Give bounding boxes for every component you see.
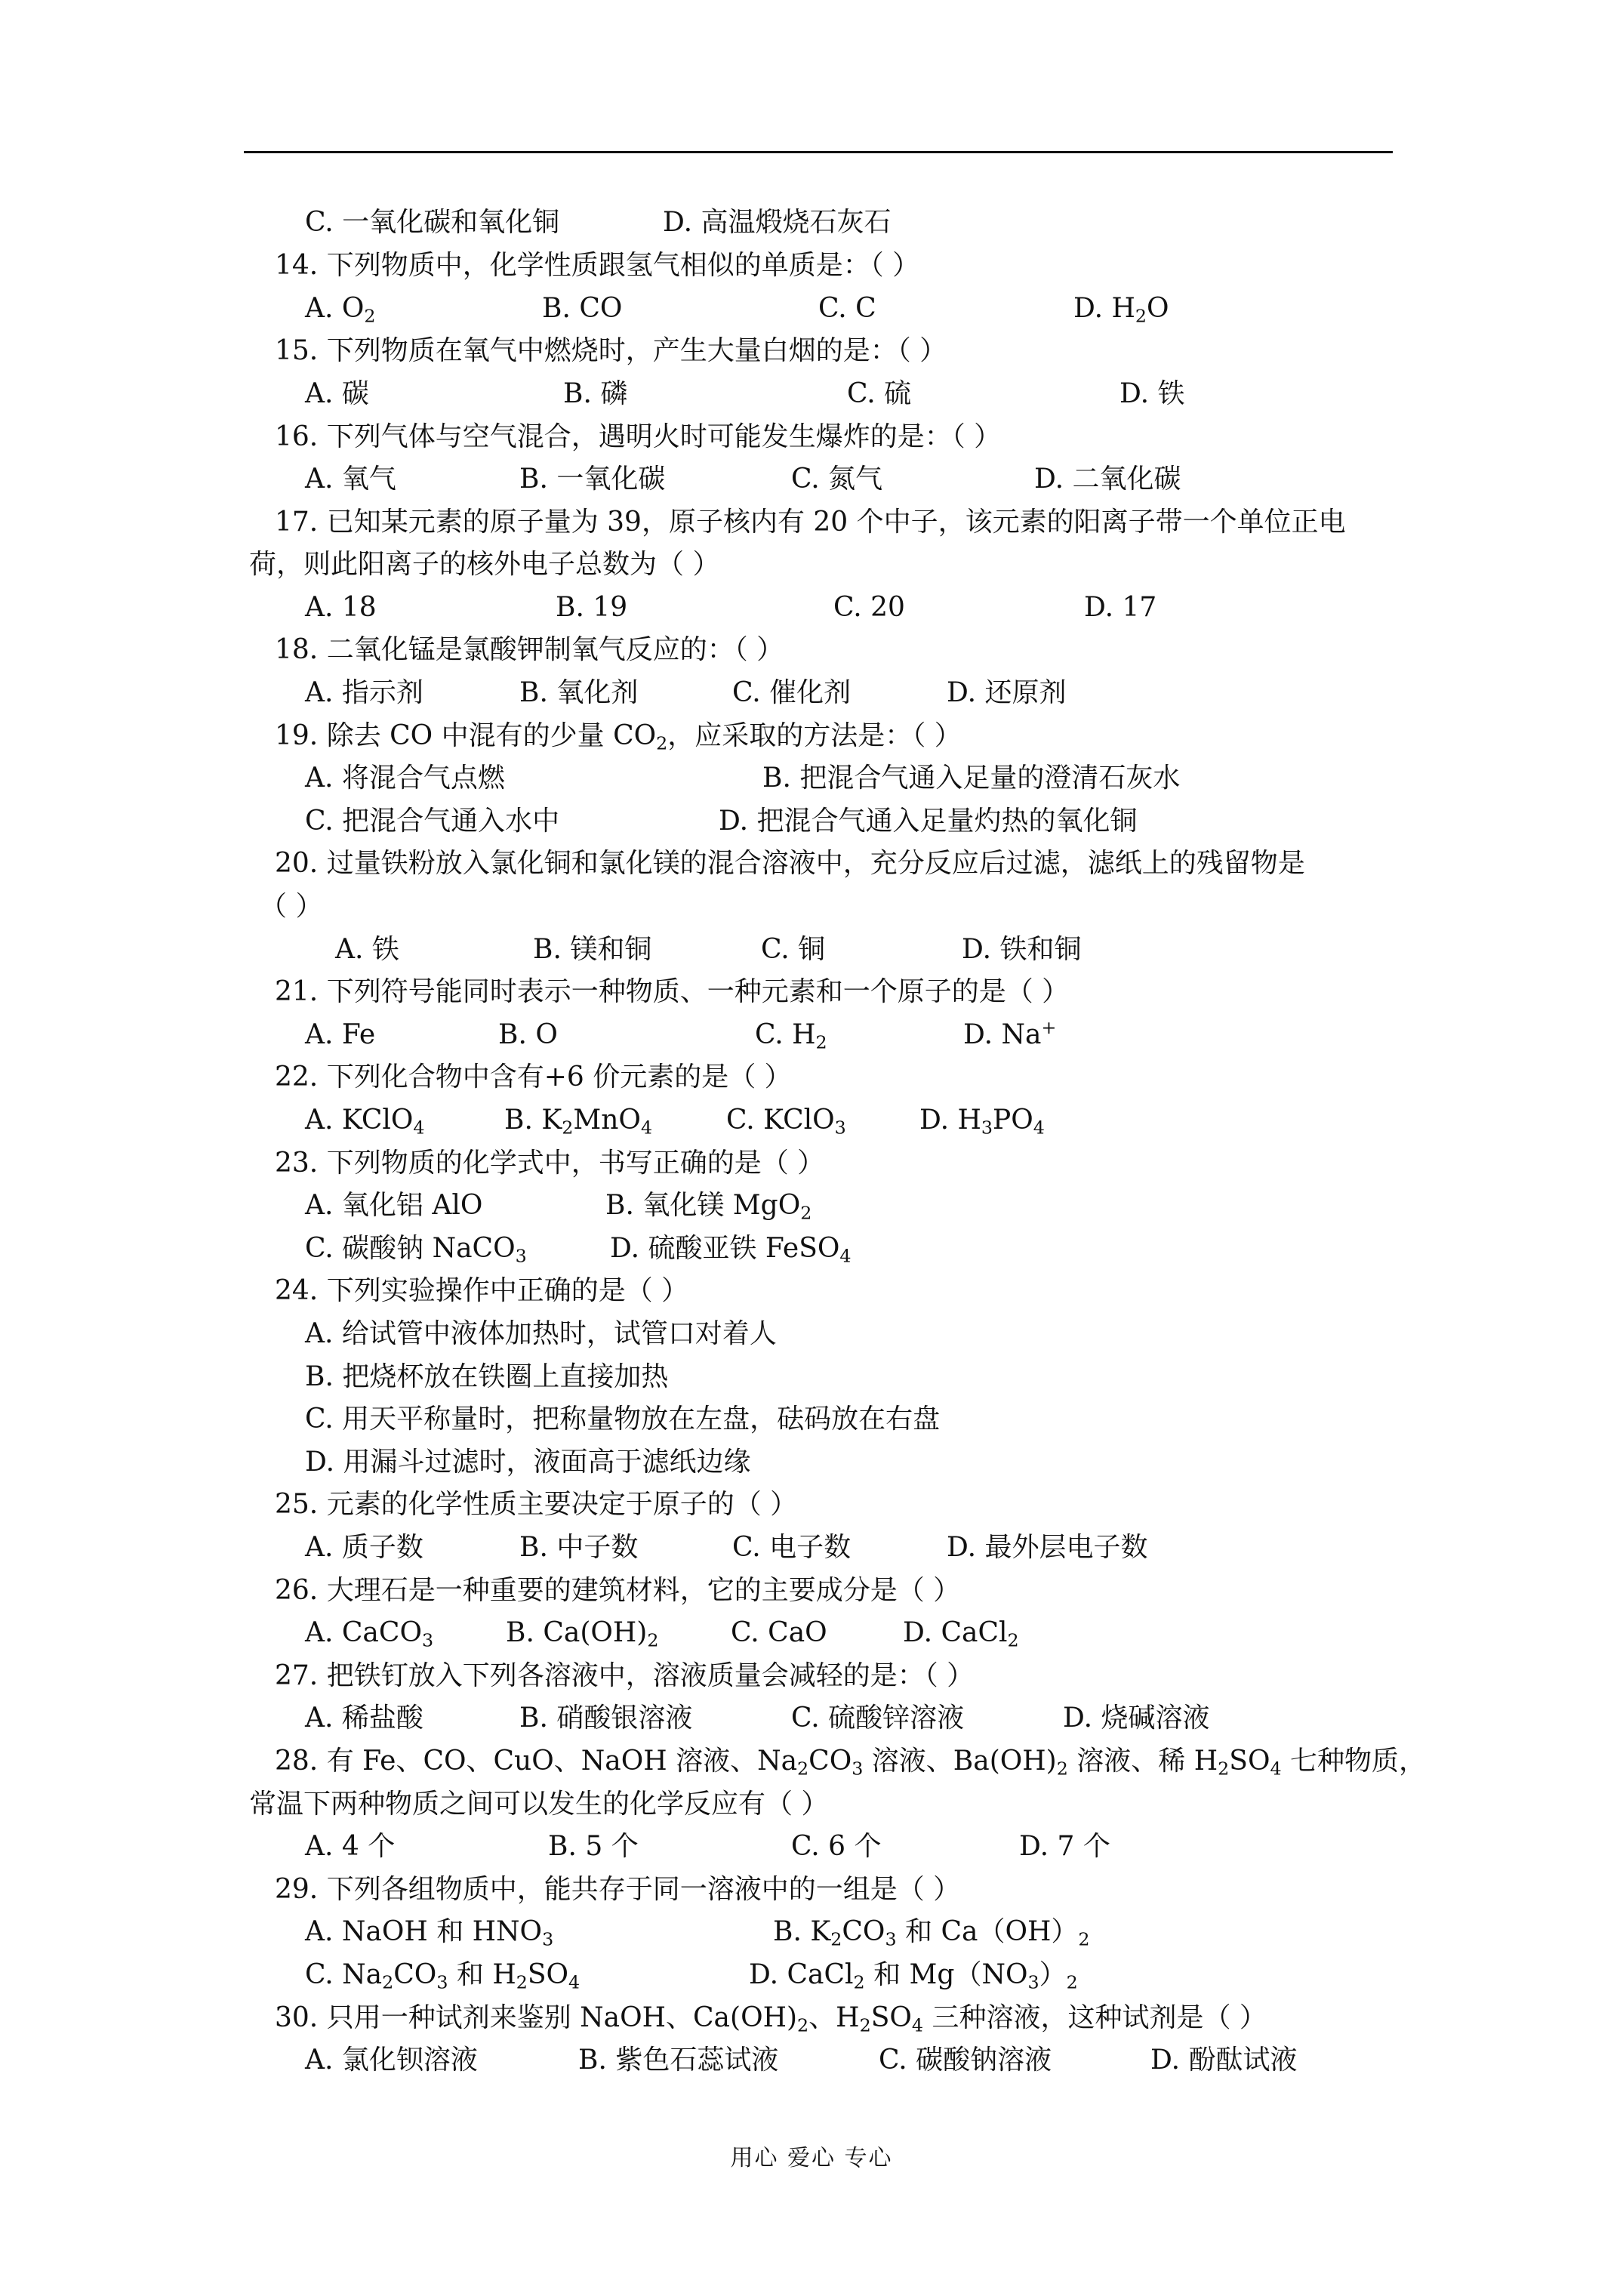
text-line: [0, 890, 1623, 923]
answer-option: A. 氧化铝 AlO: [305, 1190, 483, 1221]
answer-option: A. 质子数: [305, 1532, 423, 1563]
text-line: [0, 1788, 1623, 1821]
text-line: [0, 1189, 1623, 1222]
answer-option: A. $O_2$: [305, 293, 376, 327]
text-line: [0, 206, 1623, 239]
answer-option: C. 一氧化碳和氧化铜: [305, 207, 560, 238]
text-segment: （ ）: [260, 891, 323, 922]
text-segment: B. 把烧杯放在铁圈上直接加热: [305, 1361, 669, 1392]
text-segment: 常温下两种物质之间可以发生的化学反应有（ ）: [249, 1789, 829, 1820]
question-stem: 15. 下列物质在氧气中燃烧时，产生大量白烟的是：（ ）: [275, 335, 947, 366]
text-line: [0, 1574, 1623, 1607]
text-line: [0, 1702, 1623, 1735]
answer-option: B. 镁和铜: [533, 934, 652, 965]
page-footer: 用心 爱心 专心: [730, 2145, 893, 2171]
answer-option: C. C: [818, 293, 876, 324]
answer-option: D. 烧碱溶液: [1063, 1703, 1210, 1734]
text-line: [0, 463, 1623, 496]
answer-option: D. Na+: [963, 1016, 1057, 1050]
question-stem: 22. 下列化合物中含有+6 价元素的是（ ）: [275, 1062, 792, 1093]
text-line: [0, 506, 1623, 539]
text-line: [0, 975, 1623, 1009]
answer-option: A. Fe: [305, 1019, 376, 1050]
answer-option: B. 氧化镁 MgO$_2$: [605, 1190, 812, 1224]
question-stem: 21. 下列符号能同时表示一种物质、一种元素和一个原子的是（ ）: [275, 976, 1070, 1007]
answer-option: A. 将混合气点燃: [305, 763, 505, 794]
question-stem: 14. 下列物质中，化学性质跟氢气相似的单质是：（ ）: [275, 250, 920, 281]
answer-option: C. CaO: [731, 1617, 827, 1648]
text-line: [0, 1531, 1623, 1564]
answer-option: D. 酚酞试液: [1150, 2045, 1298, 2076]
question-stem: 29. 下列各组物质中，能共存于同一溶液中的一组是（ ）: [275, 1874, 961, 1905]
text-line: [0, 1873, 1623, 1906]
answer-option: C. 20: [833, 592, 905, 623]
question-stem: 24. 下列实验操作中正确的是（ ）: [275, 1275, 689, 1306]
question-stem: 26. 大理石是一种重要的建筑材料，它的主要成分是（ ）: [275, 1575, 961, 1606]
text-line: [0, 1104, 1623, 1137]
answer-option: A. 指示剂: [305, 677, 423, 708]
answer-option: D. $H_3PO_4$: [919, 1105, 1045, 1139]
question-stem: 28. 有 Fe、CO、CuO、NaOH 溶液、$Na_2CO_3$ 溶液、$Ba(OH)_2$ 溶液、稀 $H_2SO_4$ 七种物质，: [275, 1746, 1427, 1780]
answer-option: C. KClO$_3$: [726, 1105, 846, 1139]
question-stem: 25. 元素的化学性质主要决定于原子的（ ）: [275, 1489, 798, 1520]
answer-option: B. 硝酸银溶液: [519, 1703, 693, 1734]
question-stem: 16. 下列气体与空气混合，遇明火时可能发生爆炸的是：（ ）: [275, 421, 1002, 452]
answer-option: C. $H_2$: [755, 1019, 827, 1053]
text-line: [0, 805, 1623, 838]
question-stem: 19. 除去 CO 中混有的少量 $CO_2$，应采取的方法是：（ ）: [275, 720, 962, 754]
text-line: [0, 933, 1623, 966]
answer-option: B. $Ca(OH)_2$: [506, 1617, 659, 1651]
answer-option: B. 氧化剂: [519, 677, 639, 708]
answer-option: A. 氧气: [305, 464, 396, 495]
answer-option: B. 5 个: [548, 1831, 639, 1862]
text-line: [0, 1660, 1623, 1693]
answer-option: D. 最外层电子数: [947, 1532, 1148, 1563]
answer-option: A. KClO$_4$: [305, 1105, 425, 1139]
text-line: [0, 847, 1623, 880]
answer-option: A. 稀盐酸: [305, 1703, 423, 1734]
answer-option: A. 18: [305, 592, 377, 623]
answer-option: B. $K_2CO_3$ 和 $Ca(OH)_2$: [773, 1916, 1090, 1950]
question-stem: 27. 把铁钉放入下列各溶液中，溶液质量会减轻的是：（ ）: [275, 1660, 975, 1691]
answer-option: B. 一氧化碳: [519, 464, 666, 495]
text-segment: D. 用漏斗过滤时，液面高于滤纸边缘: [305, 1447, 751, 1478]
answer-option: D. $H_2O$: [1073, 293, 1169, 327]
answer-option: D. 铁和铜: [962, 934, 1082, 965]
text-line: [0, 633, 1623, 667]
text-line: [0, 720, 1623, 753]
text-line: [0, 292, 1623, 325]
text-line: [0, 2044, 1623, 2077]
text-line: [0, 1016, 1623, 1053]
text-line: [0, 1446, 1623, 1479]
answer-option: A. NaOH 和 $HNO_3$: [305, 1916, 554, 1950]
text-line: [0, 1061, 1623, 1094]
answer-option: C. 氮气: [791, 464, 883, 495]
question-stem: 30. 只用一种试剂来鉴别 NaOH、$Ca(OH)_2$、$H_2SO_4$ 三种溶液，这种试剂是（ ）: [275, 2002, 1267, 2036]
text-segment: 荷，则此阳离子的核外电子总数为（ ）: [249, 549, 720, 580]
answer-option: D. 硫酸亚铁 FeSO$_4$: [610, 1233, 852, 1267]
answer-option: A. 碳: [305, 378, 369, 409]
text-segment: C. 用天平称量时，把称量物放在左盘，砝码放在右盘: [305, 1404, 941, 1435]
text-line: [0, 762, 1623, 795]
answer-option: C. 碳酸钠 NaCO$_3$: [305, 1233, 527, 1267]
question-stem: 18. 二氧化锰是氯酸钾制氧气反应的：（ ）: [275, 634, 784, 665]
text-line: [0, 1745, 1623, 1778]
answer-option: D. 17: [1084, 592, 1157, 623]
answer-option: B. 紫色石蕊试液: [578, 2045, 779, 2076]
text-line: [0, 1959, 1623, 1992]
answer-option: D. 把混合气通入足量灼热的氧化铜: [719, 806, 1138, 837]
text-line: [0, 1403, 1623, 1436]
answer-option: B. 把混合气通入足量的澄清石灰水: [762, 763, 1181, 794]
answer-option: D. CaCl$_2$ 和 $Mg(NO_3)_2$: [749, 1959, 1078, 1993]
answer-option: B. O: [498, 1019, 558, 1050]
answer-option: C. 6 个: [791, 1831, 882, 1862]
answer-option: D. 还原剂: [947, 677, 1067, 708]
answer-option: D. 7 个: [1019, 1831, 1110, 1862]
answer-option: A. 4 个: [305, 1831, 396, 1862]
question-stem: 20. 过量铁粉放入氯化铜和氯化镁的混合溶液中，充分反应后过滤，滤纸上的残留物是: [275, 848, 1305, 879]
text-line: [0, 591, 1623, 624]
answer-option: A. 氯化钡溶液: [305, 2045, 478, 2076]
answer-option: C. $Na_2CO_3$ 和 $H_2SO_4$: [305, 1959, 581, 1993]
question-stem: 23. 下列物质的化学式中，书写正确的是（ ）: [275, 1148, 825, 1179]
text-line: [0, 2002, 1623, 2035]
answer-option: C. 碳酸钠溶液: [879, 2045, 1052, 2076]
text-line: [0, 1915, 1623, 1949]
answer-option: C. 硫酸锌溶液: [791, 1703, 965, 1734]
text-line: [0, 334, 1623, 368]
text-line: [0, 548, 1623, 581]
answer-option: D. CaCl$_2$: [903, 1617, 1019, 1651]
answer-option: A. CaCO$_3$: [305, 1617, 434, 1651]
text-line: [0, 1274, 1623, 1308]
answer-option: B. $K_2MnO_4$: [504, 1105, 653, 1139]
answer-option: C. 把混合气通入水中: [305, 806, 560, 837]
text-line: [0, 1488, 1623, 1521]
answer-option: D. 铁: [1119, 378, 1185, 409]
text-line: [0, 1318, 1623, 1351]
answer-option: B. 磷: [563, 378, 628, 409]
answer-option: C. 电子数: [732, 1532, 852, 1563]
answer-option: B. 中子数: [519, 1532, 639, 1563]
text-line: [0, 676, 1623, 710]
answer-option: C. 铜: [761, 934, 826, 965]
text-line: [0, 378, 1623, 411]
text-line: [0, 1616, 1623, 1650]
text-line: [0, 1147, 1623, 1180]
text-line: [0, 249, 1623, 282]
answer-option: B. 19: [556, 592, 628, 623]
answer-option: D. 二氧化碳: [1034, 464, 1181, 495]
answer-option: A. 铁: [335, 934, 399, 965]
text-line: [0, 421, 1623, 454]
answer-option: D. 高温煅烧石灰石: [663, 207, 892, 238]
answer-option: B. CO: [542, 293, 623, 324]
text-line: [0, 1830, 1623, 1863]
text-line: [0, 1361, 1623, 1394]
answer-option: C. 硫: [847, 378, 912, 409]
question-stem: 17. 已知某元素的原子量为 39，原子核内有 20 个中子，该元素的阳离子带一个单位正电: [275, 507, 1346, 538]
text-line: [0, 1232, 1623, 1265]
text-segment: A. 给试管中液体加热时，试管口对着人: [305, 1318, 777, 1349]
answer-option: C. 催化剂: [732, 677, 852, 708]
